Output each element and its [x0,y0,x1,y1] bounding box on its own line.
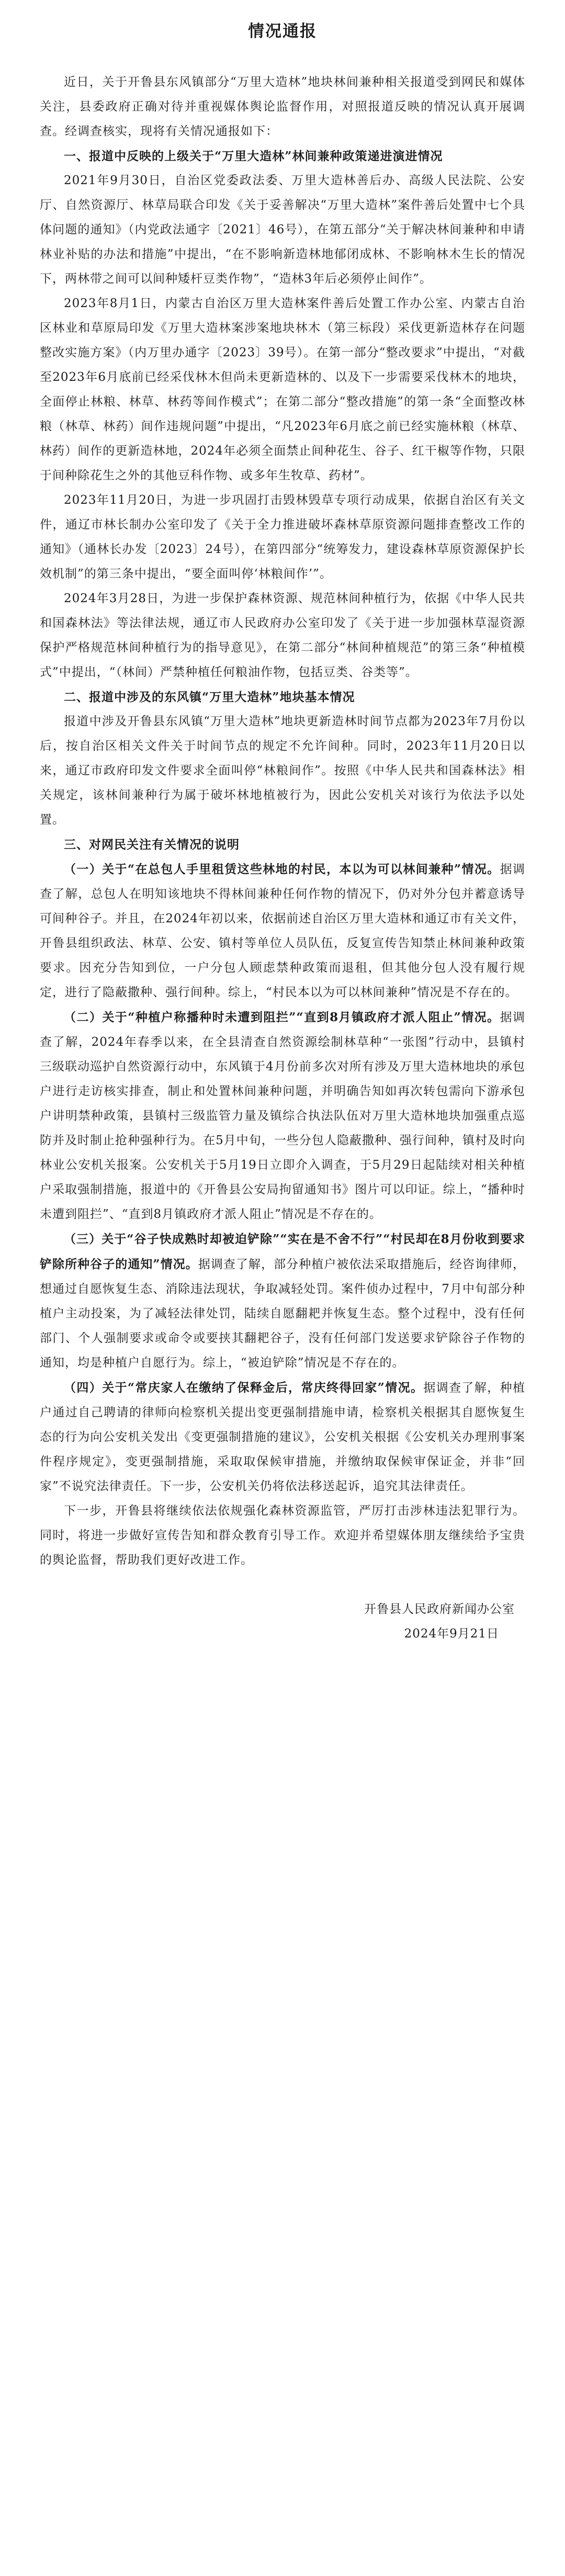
section3-item-2 [40,1005,525,1227]
section2-heading: 二、报道中涉及的东风镇“万里大造林”地块基本情况 [64,690,355,704]
section1-heading: 一、报道中反映的上级关于“万里大造林”林间兼种政策递进演进情况 [64,149,443,163]
section3-item-1-body: 据调查了解，总包人在明知该地块不得林间兼种任何作物的情况下，仍对外分包并蓄意诱导可间种谷子。并且，在2024年初以来，依据前述自治区万里大造林和通辽市有关文件，开鲁县组织政法、林草、公安、镇村等单位人员队伍，反复宣传告知禁止林间兼种政策要求。因充分告知到位，一户分包人顾虑禁种政策而退租，但其他分包人没有履行规定，进行了隐蔽撒种、强行间种。综上，“村民本以为可以林间兼种”情况是不存在的。 [40,863,526,999]
section1-paragraph-2: 2023年8月1日，内蒙古自治区万里大造林案件善后处置工作办公室、内蒙古自治区林业和草原局印发《万里大造林案涉案地块林木（第三标段）采伐更新造林存在问题整改实施方案》（内万里办通字〔2023〕39号）。在第一部分“整改要求”中提出，“对截至2023年6月底前已经采伐林木但尚未更新造林的、以及下一步需要采伐林木的地块，全面停止林粮、林草、林药等间作模式”；在第二部分“整改措施”的第一条“全面整改林粮（林草、林药）间作违规问题”中提出，“凡2023年6月底之前已经实施林粮（林草、林药）间作的更新造林地，2024年必须全面禁止间种花生、谷子、红干椒等作物，只限于间种除花生之外的其他豆科作物、或多年生牧草、药材”。 [40,297,525,482]
section1-paragraph-4: 2024年3月28日，为进一步保护森林资源、规范林间种植行为，依据《中华人民共和国森林法》等法律法规，通辽市人民政府办公室印发了《关于进一步加强林草湿资源保护严格规范林间种植行为的指导意见》，在第二部分“林间种植规范”的第三条“种植模式”中提出，“（林间）严禁种植任何粮油作物，包括豆类、谷类等”。 [40,592,525,679]
section3-heading: 三、对网民关注有关情况的说明 [64,838,240,852]
section3-item-4 [40,1375,525,1499]
section3-item-3 [40,1227,525,1375]
section1-paragraph-1: 2021年9月30日，自治区党委政法委、万里大造林善后办、高级人民法院、公安厅、自然资源厅、林草局联合印发《关于妥善解决“万里大造林”案件善后处置中七个具体问题的通知》（内党政法通字〔2021〕46号），在第五部分“关于解决林间兼种和申请林业补贴的办法和措施”中提出，“在不影响新造林地郁闭成林、不影响林木生长的情况下，两林带之间可以间种矮杆豆类作物”，“造林3年后必须停止间作”。 [40,174,525,286]
page-title: 情况通报 [248,22,317,41]
section3-item-3-body: 据调查了解，部分种植户被依法采取措施后，经咨询律师，想通过自愿恢复生态、消除违法现状，争取减轻处罚。案件侦办过程中，7月中旬部分种植户主动投案，为了减轻法律处罚，陆续自愿翻耙并恢复生态。整个过程中，没有任何部门、个人强制要求或命令或要挟其翻耙谷子，没有任何部门发送要求铲除谷子作物的通知，均是种植户自愿行为。综上，“被迫铲除”情况是不存在的。 [40,1258,526,1370]
section3-item-1 [40,857,525,1005]
signature: 开鲁县人民政府新闻办公室 [364,1602,515,1616]
intro-paragraph: 近日，关于开鲁县东风镇部分“万里大造林”地块林间兼种相关报道受到网民和媒体关注，县委政府正确对待并重视媒体舆论监督作用，对照报道反映的情况认真开展调查。经调查核实，现将有关情况通报如下： [40,75,525,138]
section3-item-2-lead: （二）关于“种植户称播种时未遭到阻拦”“直到8月镇政府才派人阻止”情况。 [64,1010,500,1024]
section2-paragraph-1: 报道中涉及开鲁县东风镇“万里大造林”地块更新造林时间节点都为2023年7月份以后，按自治区相关文件关于时间节点的规定不允许间种。同时，2023年11月20日以来，通辽市政府印发文件要求全面叫停“林粮间作”。按照《中华人民共和国森林法》相关规定，该林间兼种行为属于破坏林地植被行为，因此公安机关对该行为依法予以处置。 [40,715,525,827]
section1-paragraph-3: 2023年11月20日，为进一步巩固打击毁林毁草专项行动成果，依据自治区有关文件，通辽市林长制办公室印发了《关于全力推进破坏森林草原资源问题排查整改工作的通知》（通林长办发〔2023〕24号），在第四部分“统筹发力，建设森林草原资源保护长效机制”的第三条中提出，“要全面叫停‘林粮间作’”。 [40,493,525,581]
signature-date: 2024年9月21日 [404,1627,499,1641]
section3-item-4-lead: （四）关于“常庆家人在缴纳了保释金后，常庆终得回家”情况。 [64,1381,424,1395]
signature-spacer [40,1573,525,1597]
section3-item-4-body: 据调查了解，种植户通过自己聘请的律师向检察机关提出变更强制措施申请，检察机关根据其自愿恢复生态的行为向公安机关发出《变更强制措施的建议》，公安机关根据《公安机关办理刑事案件程序规定》，变更强制措施，采取取保候审措施，并缴纳取保候审保证金，并非“回家”不说究法律责任。下一步，公安机关仍将依法移送起诉，追究其法律责任。 [40,1381,525,1493]
closing-paragraph: 下一步，开鲁县将继续依法依规强化森林资源监管，严厉打击涉林违法犯罪行为。同时，将进一步做好宣传告知和群众教育引导工作。欢迎并希望媒体朋友继续给予宝贵的舆论监督，帮助我们更好改进工作。 [40,1504,525,1567]
section3-item-1-lead: （一）关于“在总包人手里租赁这些林地的村民，本以为可以林间兼种”情况。 [64,862,500,876]
section3-item-3-lead: （三）关于“谷子快成熟时却被迫铲除”“实在是不舍不行”“村民却在8月份收到要求铲除所种谷子的通知”情况。 [40,1232,525,1271]
section3-item-2-body: 据调查了解，2024年春季以来，在全县清查自然资源绘制林草种“一张图”行动中，县镇村三级联动巡护自然资源行动中，东风镇于4月份前多次对所有涉及万里大造林地块的承包户进行走访核实排查，制止和处置林间兼种问题，并明确告知如再次转包需向下游承包户讲明禁种政策，县镇村三级监管力量及镇综合执法队伍对万里大造林地块加强重点巡防并及时制止抢种强种行为。在5月中旬，一些分包人隐蔽撒种、强行间种，镇村及时向林业公安机关报案。公安机关于5月19日立即介入调查，于5月29日起陆续对相关种植户采取强制措施，报道中的《开鲁县公安局拘留通知书》图片可以印证。综上，“播种时未遭到阻拦”、“直到8月镇政府才派人阻止”情况是不存在的。 [40,1011,526,1221]
